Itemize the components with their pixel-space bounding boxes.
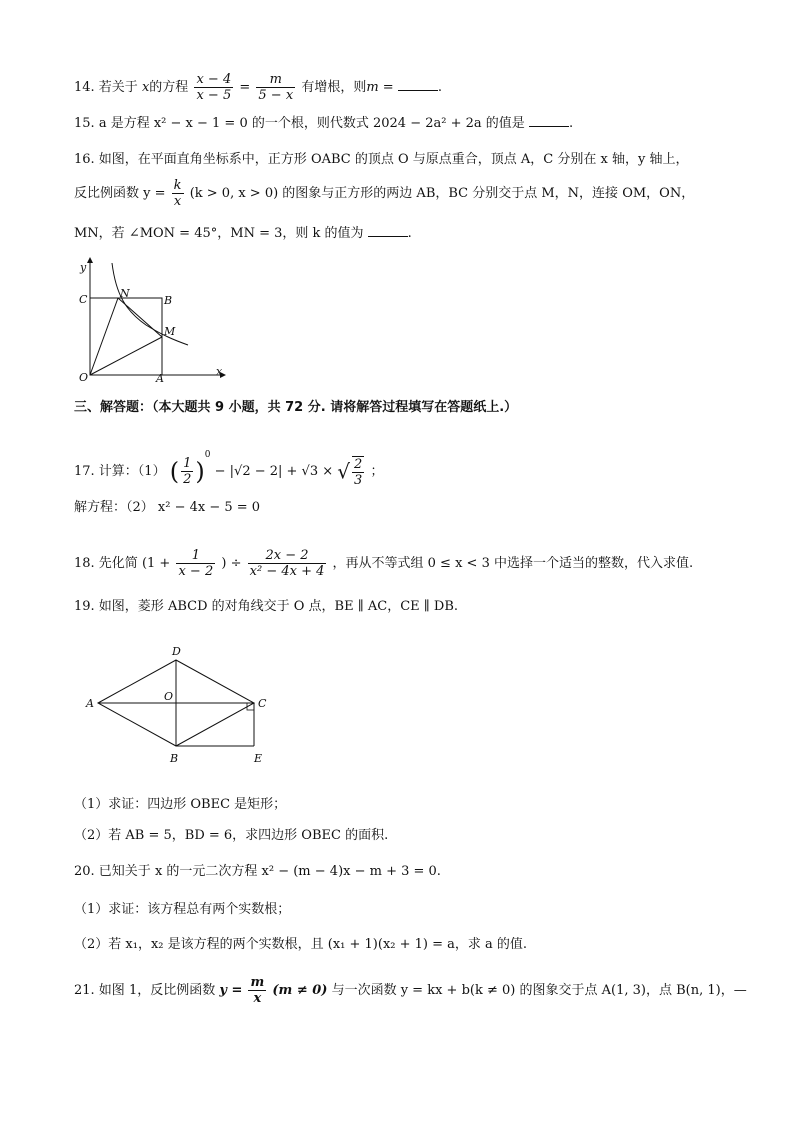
question-21: 21. 如图 1，反比例函数 y = $\frac{m}{x}$ (m ≠ 0) 与一次函数 y = kx + b(k ≠ 0) 的图象交于点 A(1, 3)，点 B(n, 1)，— (74, 975, 747, 1006)
fraction: $\frac{1}{x - 2}$ (178, 548, 214, 579)
label-m: M (164, 325, 176, 338)
segment-mn (118, 298, 162, 337)
label-b: B (164, 294, 173, 307)
label-o: O (164, 690, 174, 703)
label-n: N (120, 287, 130, 300)
fraction: $\frac{m}{x}$ (250, 975, 265, 1006)
square-oabc (90, 298, 162, 375)
fraction: $\frac{x - 4}{x - 5}$ (196, 72, 232, 103)
figure-19-diagram (80, 640, 280, 770)
fraction: $\frac{m}{5 - x}$ (258, 72, 294, 103)
fraction: $\frac{2x - 2}{\text{x² − 4x + 4}}$ (249, 548, 325, 579)
label-b: B (170, 752, 179, 765)
answer-blank[interactable] (529, 114, 569, 127)
label-c: C (258, 697, 267, 710)
question-20: 20. 已知关于 x 的一元二次方程 x² − (m − 4)x − m + 3 = 0. (74, 864, 441, 879)
question-18: 18. 先化简 (1 + $\frac{1}{x - 2}$ ) ÷ $\frac{2x - 2}{\text{x² − 4x + 4}}$ ，再从不等式组 0 ≤ x < 3 中选择一个适当的整数，代入求值. (74, 548, 694, 579)
hyperbola-curve (112, 263, 188, 345)
label-c: C (79, 293, 88, 306)
question-19-part2: （2）若 AB = 5，BD = 6，求四边形 OBEC 的面积. (74, 828, 389, 843)
label-o: O (79, 371, 89, 384)
figure-16-diagram (70, 255, 230, 385)
label-x: x (216, 365, 223, 378)
question-19: 19. 如图，菱形 ABCD 的对角线交于 O 点，BE ∥ AC，CE ∥ DB. (74, 599, 459, 614)
question-17-part2: 解方程：（2） x² − 4x − 5 = 0 (74, 500, 261, 515)
question-19-part1: （1）求证：四边形 OBEC 是矩形； (74, 797, 287, 812)
fraction: $\frac{2}{3}$ (354, 456, 363, 488)
question-14: 14. 若关于 x的方程 $\frac{x - 4}{x - 5}$ = $\frac{m}{5 - x}$ 有增根，则m = . (74, 72, 442, 103)
label-y: y (80, 261, 87, 274)
label-d: D (172, 645, 181, 658)
answer-blank[interactable] (368, 224, 408, 237)
y-axis-arrow (87, 257, 93, 263)
question-17: 17. 计算：（1） ( $\frac{1}{2}$ )$^0$ − |√2 − 2| + √3 × √ $\frac{2}{3}$ ； (74, 450, 384, 488)
question-16-line2: 反比例函数 y = $\frac{k}{x}$ (k > 0, x > 0) 的图象与正方形的两边 AB，BC 分别交于点 M，N，连接 OM，ON， (74, 178, 695, 209)
label-a: A (86, 697, 94, 710)
fraction: $\frac{k}{x}$ (173, 178, 182, 209)
question-16-line3: MN，若 ∠MON = 45°，MN = 3，则 k 的值为 . (74, 226, 412, 241)
answer-blank[interactable] (398, 78, 438, 91)
segment-om (90, 337, 162, 375)
question-15: 15. a 是方程 x² − x − 1 = 0 的一个根，则代数式 2024 − 2a² + 2a 的值是 . (74, 116, 574, 131)
question-20-part2: （2）若 x₁，x₂ 是该方程的两个实数根，且 (x₁ + 1)(x₂ + 1) = a，求 a 的值. (74, 937, 528, 952)
label-e: E (254, 752, 263, 765)
question-16-line1: 16. 如图，在平面直角坐标系中，正方形 OABC 的顶点 O 与原点重合，顶点 A，C 分别在 x 轴，y 轴上， (74, 152, 689, 167)
segment-on (90, 298, 118, 375)
fraction: $\frac{1}{2}$ (183, 456, 192, 487)
question-20-part1: （1）求证：该方程总有两个实数根； (74, 902, 291, 917)
section-title: 三、解答题：（本大题共 9 小题，共 72 分. 请将解答过程填写在答题纸上.） (74, 400, 518, 415)
label-a: A (156, 372, 164, 385)
